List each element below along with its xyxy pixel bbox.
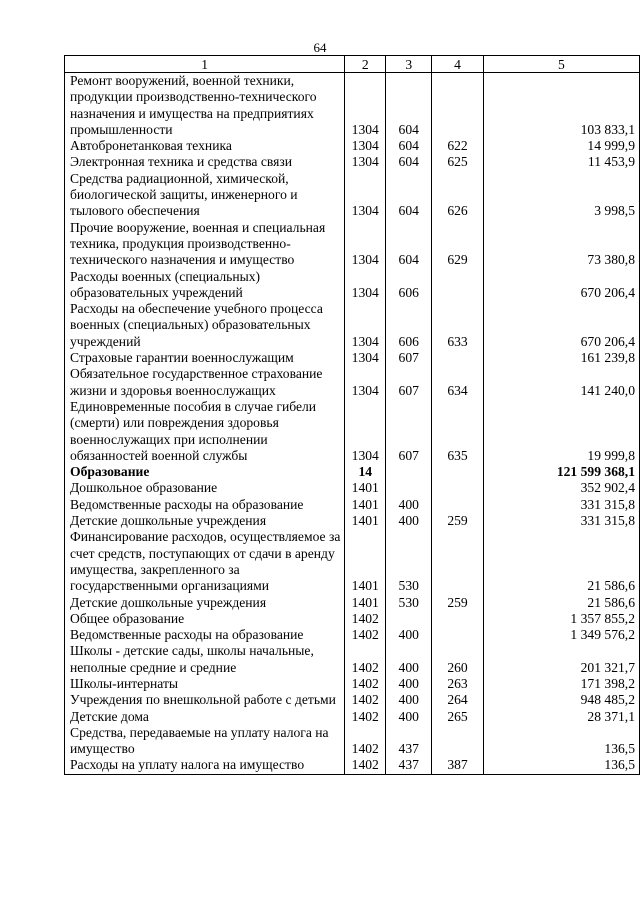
- table-row: [65, 595, 640, 611]
- row-name-cell: Учреждения по внешкольной работе с детьми: [65, 692, 345, 708]
- expense-code-cell: [432, 464, 484, 480]
- section-code-cell: 1304: [345, 220, 386, 269]
- expense-code-cell: [432, 725, 484, 758]
- target-code-cell: [386, 464, 432, 480]
- section-code-cell: 1402: [345, 643, 386, 676]
- row-name-cell: Образование: [65, 464, 345, 480]
- amount-cell: 28 371,1: [483, 709, 639, 725]
- row-name-cell: Средства радиационной, химической, биологической защиты, инженерного и тылового обеспечения: [65, 171, 345, 220]
- page-number: 64: [313, 40, 327, 55]
- expense-code-cell: [432, 611, 484, 627]
- amount-cell: 121 599 368,1: [483, 464, 639, 480]
- expense-code-cell: 265: [432, 709, 484, 725]
- row-name-cell: Автобронетанковая техника: [65, 138, 345, 154]
- row-name-cell: Единовременные пособия в случае гибели (смерти) или повреждения здоровья военнослужащих при исполнении обязанностей военной службы: [65, 399, 345, 464]
- amount-cell: 331 315,8: [483, 497, 639, 513]
- amount-cell: 141 240,0: [483, 366, 639, 399]
- target-code-cell: 400: [386, 709, 432, 725]
- row-name-cell: Школы-интернаты: [65, 676, 345, 692]
- amount-cell: 136,5: [483, 725, 639, 758]
- section-code-cell: 1304: [345, 350, 386, 366]
- target-code-cell: 400: [386, 692, 432, 708]
- expense-code-cell: 625: [432, 154, 484, 170]
- expense-code-cell: 387: [432, 757, 484, 774]
- amount-cell: 14 999,9: [483, 138, 639, 154]
- row-name-cell: Расходы на обеспечение учебного процесса военных (специальных) образовательных учреждений: [65, 301, 345, 350]
- table-row: [65, 73, 640, 139]
- table-row: [65, 269, 640, 302]
- expense-code-cell: 259: [432, 595, 484, 611]
- target-code-cell: 606: [386, 301, 432, 350]
- amount-cell: 19 999,8: [483, 399, 639, 464]
- amount-cell: 670 206,4: [483, 301, 639, 350]
- target-code-cell: 607: [386, 350, 432, 366]
- amount-cell: 1 357 855,2: [483, 611, 639, 627]
- amount-cell: 331 315,8: [483, 513, 639, 529]
- expense-code-cell: [432, 627, 484, 643]
- section-code-cell: 1402: [345, 627, 386, 643]
- target-code-cell: 437: [386, 725, 432, 758]
- table-row: [65, 676, 640, 692]
- target-code-cell: 604: [386, 220, 432, 269]
- expense-code-cell: 626: [432, 171, 484, 220]
- target-code-cell: 604: [386, 154, 432, 170]
- expense-code-cell: 634: [432, 366, 484, 399]
- amount-cell: 3 998,5: [483, 171, 639, 220]
- budget-table: [64, 55, 640, 775]
- row-name-cell: Расходы на уплату налога на имущество: [65, 757, 345, 774]
- amount-cell: 136,5: [483, 757, 639, 774]
- expense-code-cell: [432, 269, 484, 302]
- table-body: [65, 73, 640, 775]
- target-code-cell: 530: [386, 595, 432, 611]
- expense-code-cell: 622: [432, 138, 484, 154]
- row-name-cell: Детские дома: [65, 709, 345, 725]
- section-code-cell: 1401: [345, 529, 386, 594]
- table-row: [65, 366, 640, 399]
- amount-cell: 11 453,9: [483, 154, 639, 170]
- row-name-cell: Средства, передаваемые на уплату налога на имущество: [65, 725, 345, 758]
- section-code-cell: 1304: [345, 171, 386, 220]
- section-code-cell: 1402: [345, 692, 386, 708]
- target-code-cell: 607: [386, 366, 432, 399]
- section-code-cell: 1401: [345, 480, 386, 496]
- expense-code-cell: [432, 480, 484, 496]
- target-code-cell: 604: [386, 73, 432, 139]
- expense-code-cell: [432, 73, 484, 139]
- section-code-cell: 1304: [345, 399, 386, 464]
- amount-cell: 161 239,8: [483, 350, 639, 366]
- amount-cell: 201 321,7: [483, 643, 639, 676]
- expense-code-cell: [432, 350, 484, 366]
- table-row: [65, 399, 640, 464]
- section-code-cell: 1304: [345, 138, 386, 154]
- section-code-cell: 1304: [345, 269, 386, 302]
- table-row: [65, 757, 640, 774]
- amount-cell: 1 349 576,2: [483, 627, 639, 643]
- table-row: [65, 513, 640, 529]
- target-code-cell: 400: [386, 497, 432, 513]
- row-name-cell: Электронная техника и средства связи: [65, 154, 345, 170]
- column-header: 1: [65, 56, 345, 73]
- table-row: [65, 709, 640, 725]
- table-row: [65, 301, 640, 350]
- expense-code-cell: 635: [432, 399, 484, 464]
- target-code-cell: 607: [386, 399, 432, 464]
- table-row: [65, 480, 640, 496]
- target-code-cell: 400: [386, 676, 432, 692]
- table-row: [65, 497, 640, 513]
- row-name-cell: Детские дошкольные учреждения: [65, 513, 345, 529]
- section-code-cell: 1401: [345, 595, 386, 611]
- row-name-cell: Школы - детские сады, школы начальные, неполные средние и средние: [65, 643, 345, 676]
- row-name-cell: Общее образование: [65, 611, 345, 627]
- section-code-cell: 1402: [345, 709, 386, 725]
- table-row: [65, 643, 640, 676]
- table-row: [65, 154, 640, 170]
- amount-cell: 352 902,4: [483, 480, 639, 496]
- section-code-cell: 1304: [345, 154, 386, 170]
- table-row: [65, 138, 640, 154]
- amount-cell: 171 398,2: [483, 676, 639, 692]
- amount-cell: 103 833,1: [483, 73, 639, 139]
- table-row: [65, 627, 640, 643]
- target-code-cell: 604: [386, 138, 432, 154]
- row-name-cell: Ведомственные расходы на образование: [65, 497, 345, 513]
- row-name-cell: Дошкольное образование: [65, 480, 345, 496]
- section-code-cell: 1304: [345, 366, 386, 399]
- amount-cell: 670 206,4: [483, 269, 639, 302]
- table-header-row: [65, 56, 640, 73]
- amount-cell: 21 586,6: [483, 595, 639, 611]
- target-code-cell: 400: [386, 643, 432, 676]
- expense-code-cell: [432, 497, 484, 513]
- table-row: [65, 529, 640, 594]
- target-code-cell: [386, 611, 432, 627]
- target-code-cell: 437: [386, 757, 432, 774]
- table-row: [65, 725, 640, 758]
- expense-code-cell: 629: [432, 220, 484, 269]
- section-code-cell: 1304: [345, 301, 386, 350]
- expense-code-cell: 633: [432, 301, 484, 350]
- section-code-cell: 1402: [345, 676, 386, 692]
- table-row: [65, 611, 640, 627]
- table-row: [65, 220, 640, 269]
- section-code-cell: 1402: [345, 725, 386, 758]
- table-row: [65, 171, 640, 220]
- column-header: 2: [345, 56, 386, 73]
- expense-code-cell: 264: [432, 692, 484, 708]
- table-row: [65, 692, 640, 708]
- section-code-cell: 1402: [345, 757, 386, 774]
- row-name-cell: Ведомственные расходы на образование: [65, 627, 345, 643]
- target-code-cell: 400: [386, 513, 432, 529]
- row-name-cell: Ремонт вооружений, военной техники, продукции производственно-технического назначения и имущества на предприятиях промышленности: [65, 73, 345, 139]
- table-row: [65, 464, 640, 480]
- row-name-cell: Прочие вооружение, военная и специальная техника, продукция производственно-технического назначения и имущество: [65, 220, 345, 269]
- section-code-cell: 14: [345, 464, 386, 480]
- target-code-cell: 606: [386, 269, 432, 302]
- section-code-cell: 1401: [345, 497, 386, 513]
- column-header: 5: [483, 56, 639, 73]
- section-code-cell: 1304: [345, 73, 386, 139]
- amount-cell: 21 586,6: [483, 529, 639, 594]
- amount-cell: 948 485,2: [483, 692, 639, 708]
- row-name-cell: Страховые гарантии военнослужащим: [65, 350, 345, 366]
- expense-code-cell: 263: [432, 676, 484, 692]
- amount-cell: 73 380,8: [483, 220, 639, 269]
- section-code-cell: 1401: [345, 513, 386, 529]
- target-code-cell: 604: [386, 171, 432, 220]
- row-name-cell: Расходы военных (специальных) образовательных учреждений: [65, 269, 345, 302]
- expense-code-cell: 259: [432, 513, 484, 529]
- column-header: 4: [432, 56, 484, 73]
- target-code-cell: [386, 480, 432, 496]
- target-code-cell: 530: [386, 529, 432, 594]
- section-code-cell: 1402: [345, 611, 386, 627]
- column-header: 3: [386, 56, 432, 73]
- table-row: [65, 350, 640, 366]
- expense-code-cell: 260: [432, 643, 484, 676]
- target-code-cell: 400: [386, 627, 432, 643]
- row-name-cell: Детские дошкольные учреждения: [65, 595, 345, 611]
- row-name-cell: Обязательное государственное страхование жизни и здоровья военнослужащих: [65, 366, 345, 399]
- row-name-cell: Финансирование расходов, осуществляемое за счет средств, поступающих от сдачи в аренду имущества, закрепленного за государственными организациями: [65, 529, 345, 594]
- expense-code-cell: [432, 529, 484, 594]
